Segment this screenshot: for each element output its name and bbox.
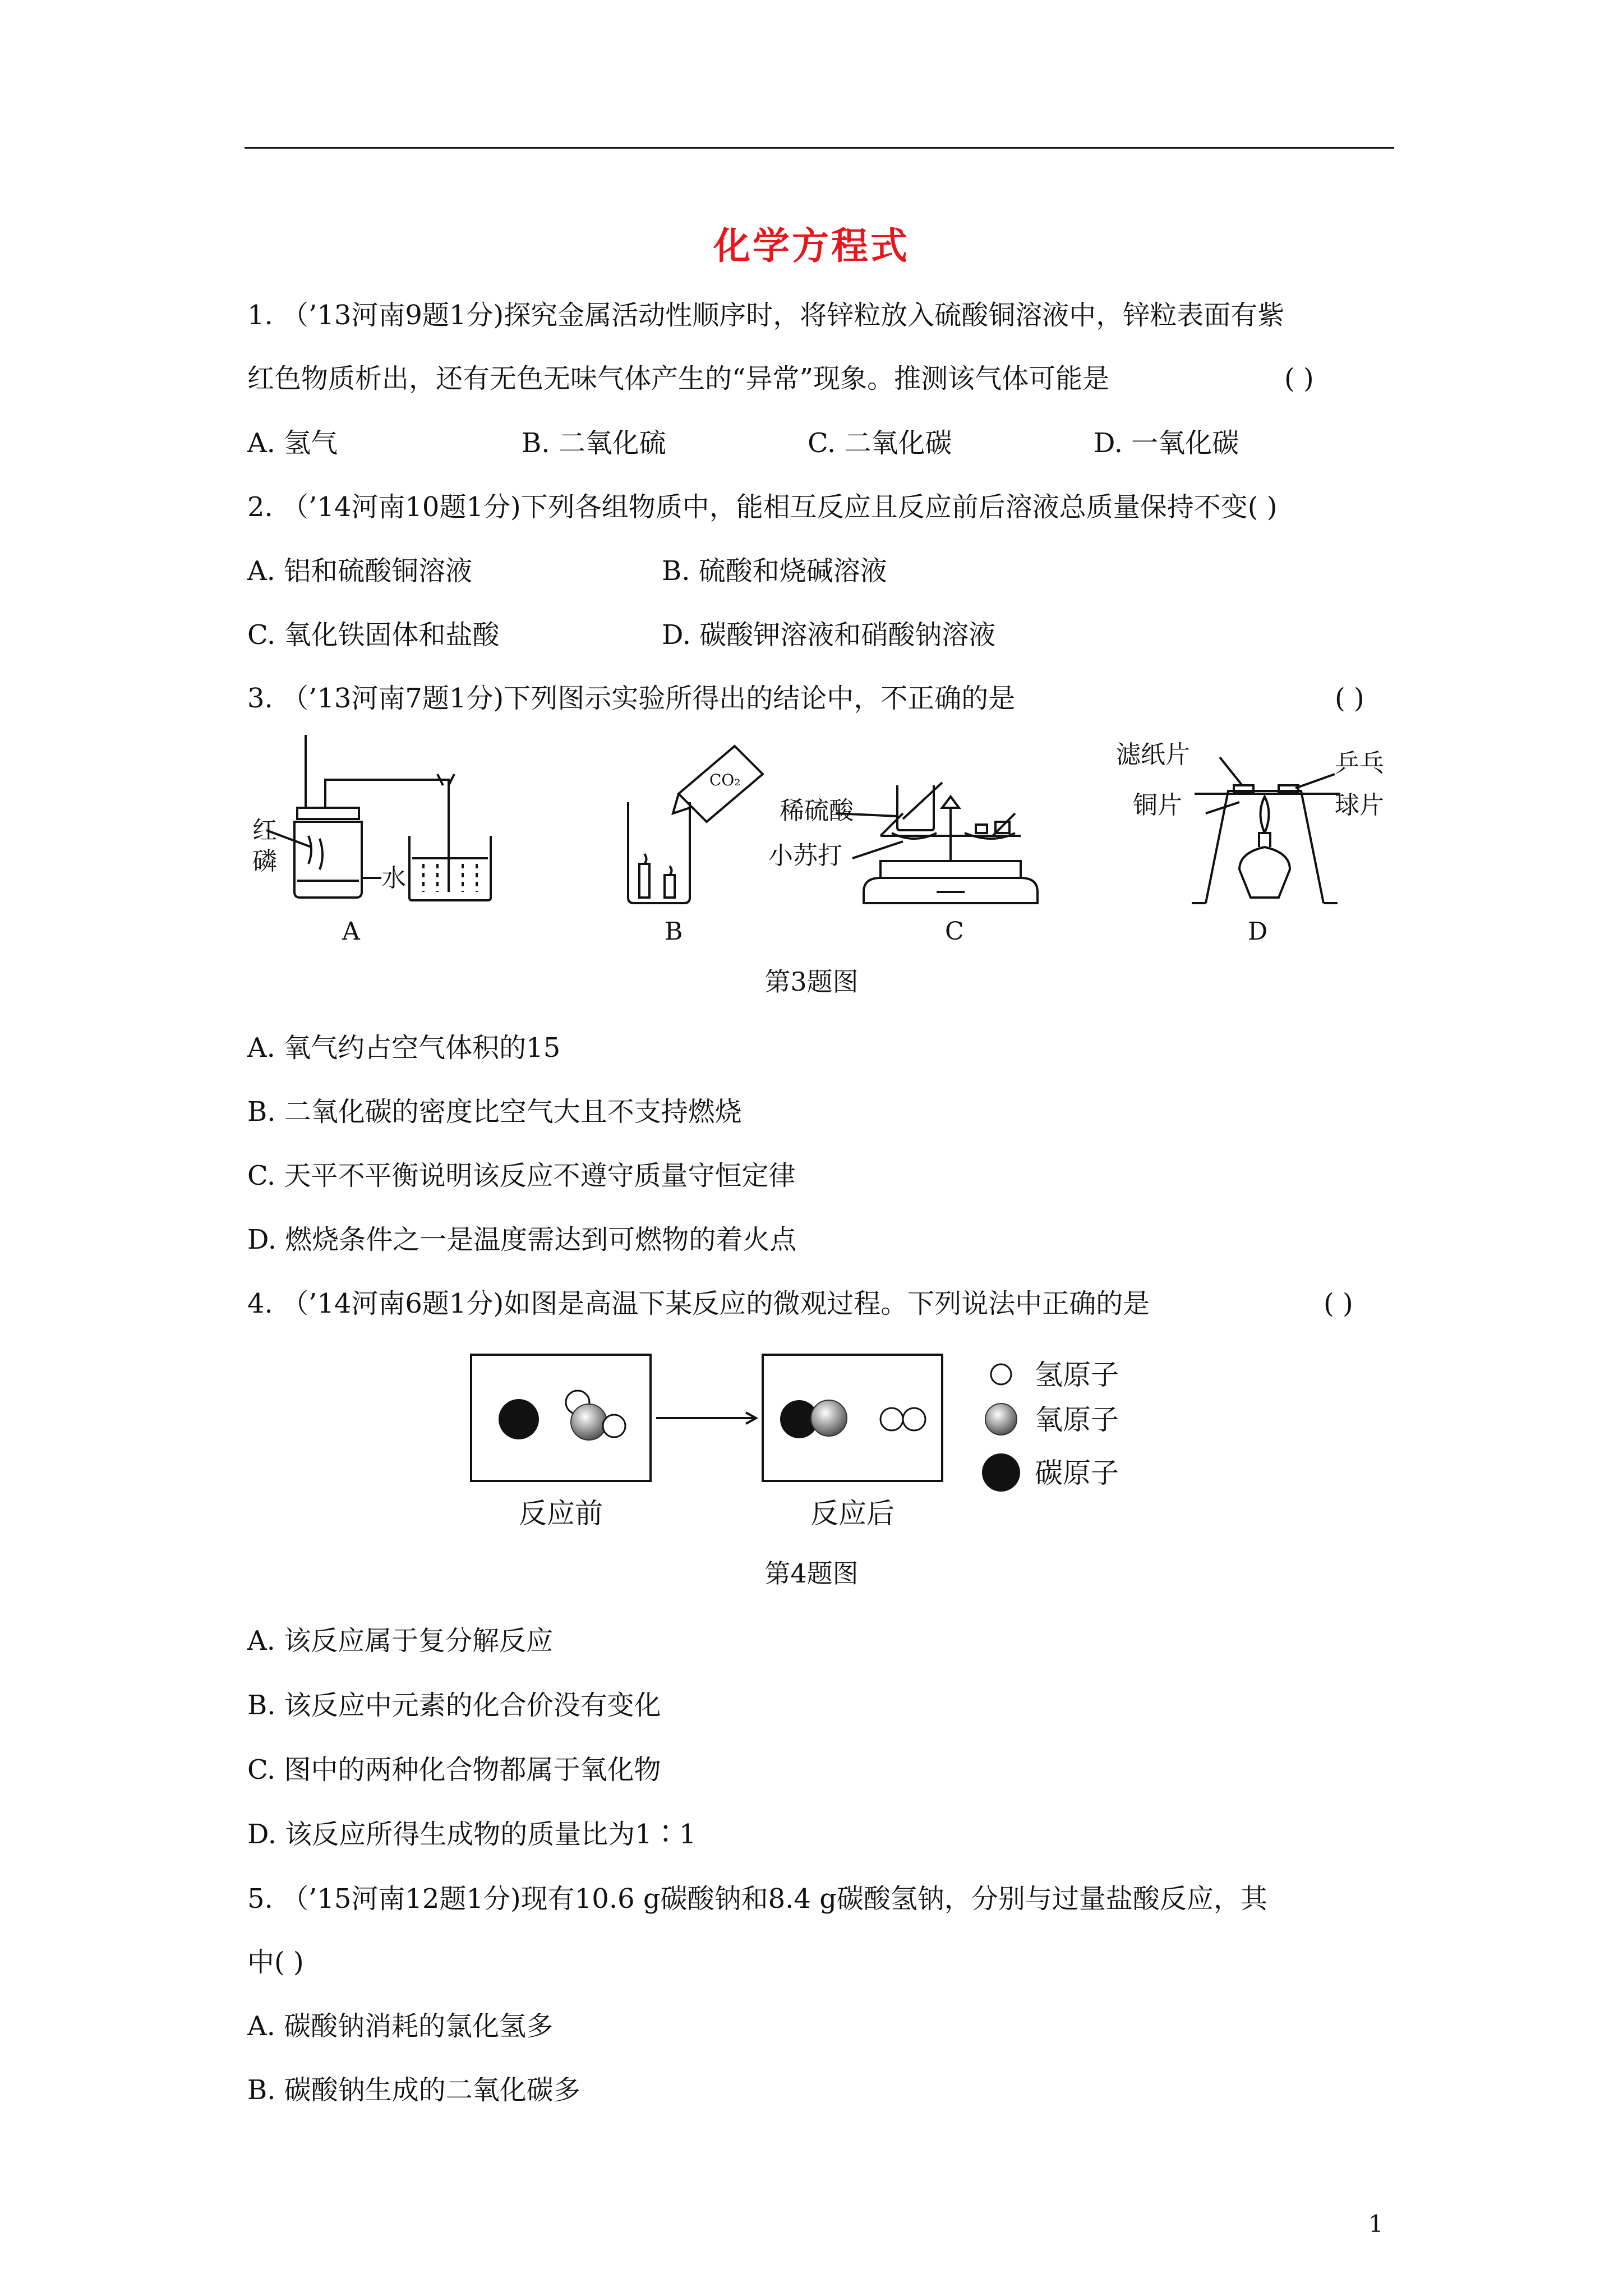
q2-line-1: 2. （’14河南10题1分)下列各组物质中，能相互反应且反应前后溶液总质量保持不变( ): [247, 491, 1278, 523]
oxygen-atom-after: [811, 1400, 847, 1436]
page-title: 化学方程式: [713, 224, 910, 268]
figure-a-apparatus: [266, 735, 491, 900]
legend-oxygen-icon: [985, 1404, 1017, 1435]
q3-option-b: B. 二氧化碳的密度比空气大且不支持燃烧: [247, 1096, 742, 1128]
hydrogen-atom-before-2: [603, 1415, 625, 1437]
q1-answer-paren: ( ): [1284, 363, 1314, 394]
q1-option-d: D. 一氧化碳: [1094, 427, 1239, 459]
q1-option-b: B. 二氧化硫: [522, 427, 666, 459]
header-rule: [245, 147, 1394, 149]
carbon-atom-before: [499, 1399, 539, 1439]
legend-carbon-icon: [982, 1453, 1020, 1492]
label-red: 红: [252, 816, 277, 845]
q3-option-c: C. 天平不平衡说明该反应不遵守质量守恒定律: [247, 1160, 796, 1191]
q2-option-c: C. 氧化铁固体和盐酸: [247, 619, 500, 651]
legend-oxygen-label: 氧原子: [1035, 1404, 1119, 1436]
q5-option-a: A. 碳酸钠消耗的氯化氢多: [247, 2010, 554, 2042]
q4-option-c: C. 图中的两种化合物都属于氧化物: [247, 1754, 661, 1786]
page-number: 1: [1368, 2210, 1384, 2238]
figure-letter-a: A: [342, 917, 360, 946]
hydrogen-atom-after-2: [903, 1408, 925, 1430]
q4-option-a: A. 该反应属于复分解反应: [247, 1625, 554, 1657]
q2-option-b: B. 硫酸和烧碱溶液: [662, 555, 887, 587]
q5-option-b: B. 碳酸钠生成的二氧化碳多: [247, 2074, 580, 2106]
q3-option-d: D. 燃烧条件之一是温度需达到可燃物的着火点: [247, 1224, 797, 1255]
label-copper-sheet: 铜片: [1133, 791, 1182, 820]
q4-figure-caption: 第4题图: [764, 1558, 859, 1589]
q3-experiment-figure: [241, 729, 1419, 954]
q1-line-2: 红色物质析出，还有无色无味气体产生的“异常”现象。推测该气体可能是: [247, 363, 1110, 394]
label-before-reaction: 反应前: [519, 1497, 603, 1530]
legend-carbon-label: 碳原子: [1035, 1457, 1119, 1489]
q2-option-a: A. 铝和硫酸铜溶液: [247, 555, 473, 587]
q5-line-2: 中( ): [247, 1947, 304, 1978]
q4-reaction-figure: [465, 1346, 1172, 1537]
figure-letter-c: C: [945, 917, 964, 946]
q2-option-d: D. 碳酸钾溶液和硝酸钠溶液: [662, 619, 996, 651]
q4-option-b: B. 该反应中元素的化合价没有变化: [247, 1690, 661, 1721]
q3-answer-paren: ( ): [1335, 683, 1364, 714]
q5-line-1: 5. （’15河南12题1分)现有10.6 g碳酸钠和8.4 g碳酸氢钠，分别与过量盐酸反应，其: [247, 1883, 1267, 1915]
figure-d-apparatus: [1192, 757, 1340, 903]
q1-option-a: A. 氢气: [247, 427, 338, 459]
label-after-reaction: 反应后: [810, 1497, 895, 1530]
q3-figure-caption: 第3题图: [764, 967, 859, 997]
q1-option-c: C. 二氧化碳: [808, 427, 952, 459]
figure-letter-b: B: [665, 917, 683, 946]
label-ping-pong-1: 乒乓: [1335, 749, 1384, 777]
q4-option-d: D. 该反应所得生成物的质量比为1∶1: [247, 1819, 697, 1850]
figure-b-apparatus: [628, 746, 763, 903]
label-filter-paper: 滤纸片: [1116, 740, 1190, 769]
label-water: 水: [381, 864, 406, 892]
label-phosphorus: 磷: [252, 847, 277, 876]
q4-line-1: 4. （’14河南6题1分)如图是高温下某反应的微观过程。下列说法中正确的是: [247, 1288, 1150, 1319]
figure-c-apparatus: [836, 783, 1038, 903]
figure-letter-d: D: [1248, 917, 1268, 946]
q4-answer-paren: ( ): [1324, 1288, 1353, 1319]
label-co2: CO₂: [709, 771, 741, 789]
q3-option-a: A. 氧气约占空气体积的15: [247, 1032, 561, 1064]
label-ping-pong-2: 球片: [1335, 791, 1384, 820]
legend-hydrogen-icon: [991, 1364, 1011, 1384]
label-dilute-sulfuric-acid: 稀硫酸: [780, 797, 854, 825]
label-baking-soda: 小苏打: [768, 841, 842, 870]
q1-line-1: 1. （’13河南9题1分)探究金属活动性顺序时，将锌粒放入硫酸铜溶液中，锌粒表面有紫: [247, 300, 1285, 331]
legend-hydrogen-label: 氢原子: [1035, 1359, 1119, 1391]
oxygen-atom-before: [571, 1404, 607, 1440]
q3-line-1: 3. （’13河南7题1分)下列图示实验所得出的结论中，不正确的是: [247, 683, 1016, 714]
hydrogen-atom-after-1: [880, 1408, 903, 1430]
